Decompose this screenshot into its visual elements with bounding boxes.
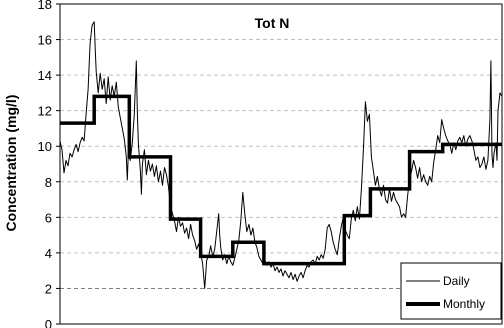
y-tick-label: 4 <box>44 245 52 261</box>
y-tick-label: 12 <box>37 103 52 119</box>
y-tick-label: 14 <box>37 68 52 84</box>
series-line-daily <box>60 22 502 289</box>
y-tick-label: 2 <box>44 281 52 297</box>
y-tick-label: 8 <box>44 174 52 190</box>
chart-title: Tot N <box>254 15 290 31</box>
y-tick-label: 10 <box>37 139 52 155</box>
series-line-monthly <box>60 96 502 263</box>
y-axis-label: Concentration (mg/l) <box>3 94 19 232</box>
series-layer <box>60 22 502 289</box>
y-tick-label: 16 <box>37 32 52 48</box>
y-tick-label: 0 <box>44 317 52 328</box>
legend-daily-label: Daily <box>443 274 470 288</box>
legend-monthly-label: Monthly <box>443 297 486 311</box>
y-tick-label: 6 <box>44 210 52 226</box>
y-axis-ticks <box>38 0 60 328</box>
legend <box>401 263 501 319</box>
y-tick-label: 18 <box>37 0 52 12</box>
